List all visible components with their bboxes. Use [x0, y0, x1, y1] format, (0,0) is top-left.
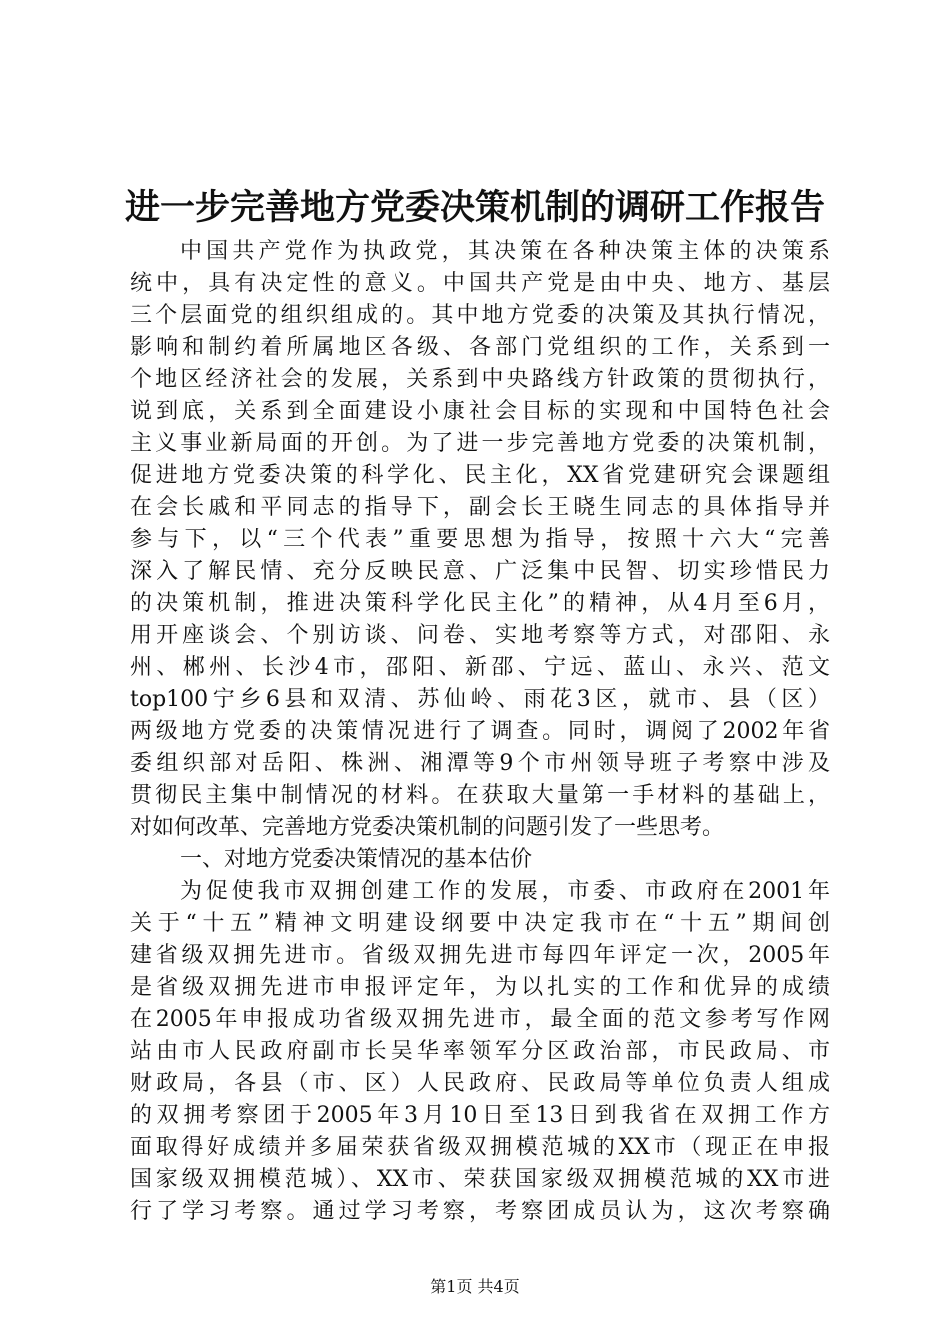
document-body [130, 236, 830, 1228]
text-line: 为促使我市双拥创建工作的发展，市委、市政府在2001年 [180, 879, 830, 904]
text-line: 关于“十五”精神文明建设纲要中决定我市在“十五”期间创 [130, 911, 830, 936]
text-line: 对如何改革、完善地方党委决策机制的问题引发了一些思考。 [130, 815, 725, 840]
document-title: 进一步完善地方党委决策机制的调研工作报告 [124, 187, 825, 228]
text-line: 个地区经济社会的发展，关系到中央路线方针政策的贯彻执行， [130, 367, 830, 392]
text-line: 财政局，各县（市、区）人民政府、民政局等单位负责人组成 [130, 1071, 830, 1096]
text-line: 三个层面党的组织组成的。其中地方党委的决策及其执行情况， [130, 303, 830, 328]
text-line: 用开座谈会、个别访谈、问卷、实地考察等方式，对邵阳、永 [130, 623, 830, 648]
page-footer: 第1页 共4页 [430, 1277, 520, 1296]
text-line: 国家级双拥模范城）、XX市、荣获国家级双拥模范城的XX市进 [130, 1167, 830, 1192]
text-line: 州、郴州、长沙4市，邵阳、新邵、宁远、蓝山、永兴、范文 [130, 655, 830, 680]
text-line: 在会长戚和平同志的指导下，副会长王晓生同志的具体指导并 [130, 495, 830, 520]
text-line: 贯彻民主集中制情况的材料。在获取大量第一手材料的基础上， [130, 783, 830, 808]
text-line: 的双拥考察团于2005年3月10日至13日到我省在双拥工作方 [130, 1103, 830, 1128]
text-line: 说到底，关系到全面建设小康社会目标的实现和中国特色社会 [130, 399, 830, 424]
text-line: 影响和制约着所属地区各级、各部门党组织的工作，关系到一 [130, 335, 830, 360]
text-line: 面取得好成绩并多届荣获省级双拥模范城的XX市（现正在申报 [130, 1135, 830, 1160]
text-line: 是省级双拥先进市申报评定年，为以扎实的工作和优异的成绩 [130, 975, 830, 1000]
section-heading: 一、对地方党委决策情况的基本估价 [180, 847, 533, 872]
text-line: 统中，具有决定性的意义。中国共产党是由中央、地方、基层 [130, 271, 830, 296]
text-line: top100宁乡6县和双清、苏仙岭、雨花3区，就市、县（区） [130, 687, 830, 712]
text-line: 建省级双拥先进市。省级双拥先进市每四年评定一次，2005年 [130, 943, 830, 968]
text-line: 站由市人民政府副市长吴华率领军分区政治部，市民政局、市 [130, 1039, 830, 1064]
text-line: 参与下，以“三个代表”重要思想为指导，按照十六大“完善 [130, 527, 830, 552]
text-line: 行了学习考察。通过学习考察，考察团成员认为，这次考察确 [130, 1199, 830, 1224]
text-line: 促进地方党委决策的科学化、民主化，XX省党建研究会课题组 [130, 463, 830, 488]
text-line: 深入了解民情、充分反映民意、广泛集中民智、切实珍惜民力 [130, 559, 830, 584]
text-line: 中国共产党作为执政党，其决策在各种决策主体的决策系 [180, 239, 830, 264]
text-line: 在2005年申报成功省级双拥先进市，最全面的范文参考写作网 [130, 1007, 830, 1032]
text-line: 两级地方党委的决策情况进行了调查。同时，调阅了2002年省 [130, 719, 830, 744]
text-line: 的决策机制，推进决策科学化民主化”的精神，从4月至6月， [130, 591, 830, 616]
text-line: 委组织部对岳阳、株洲、湘潭等9个市州领导班子考察中涉及 [130, 751, 830, 776]
text-line: 主义事业新局面的开创。为了进一步完善地方党委的决策机制， [130, 431, 830, 456]
